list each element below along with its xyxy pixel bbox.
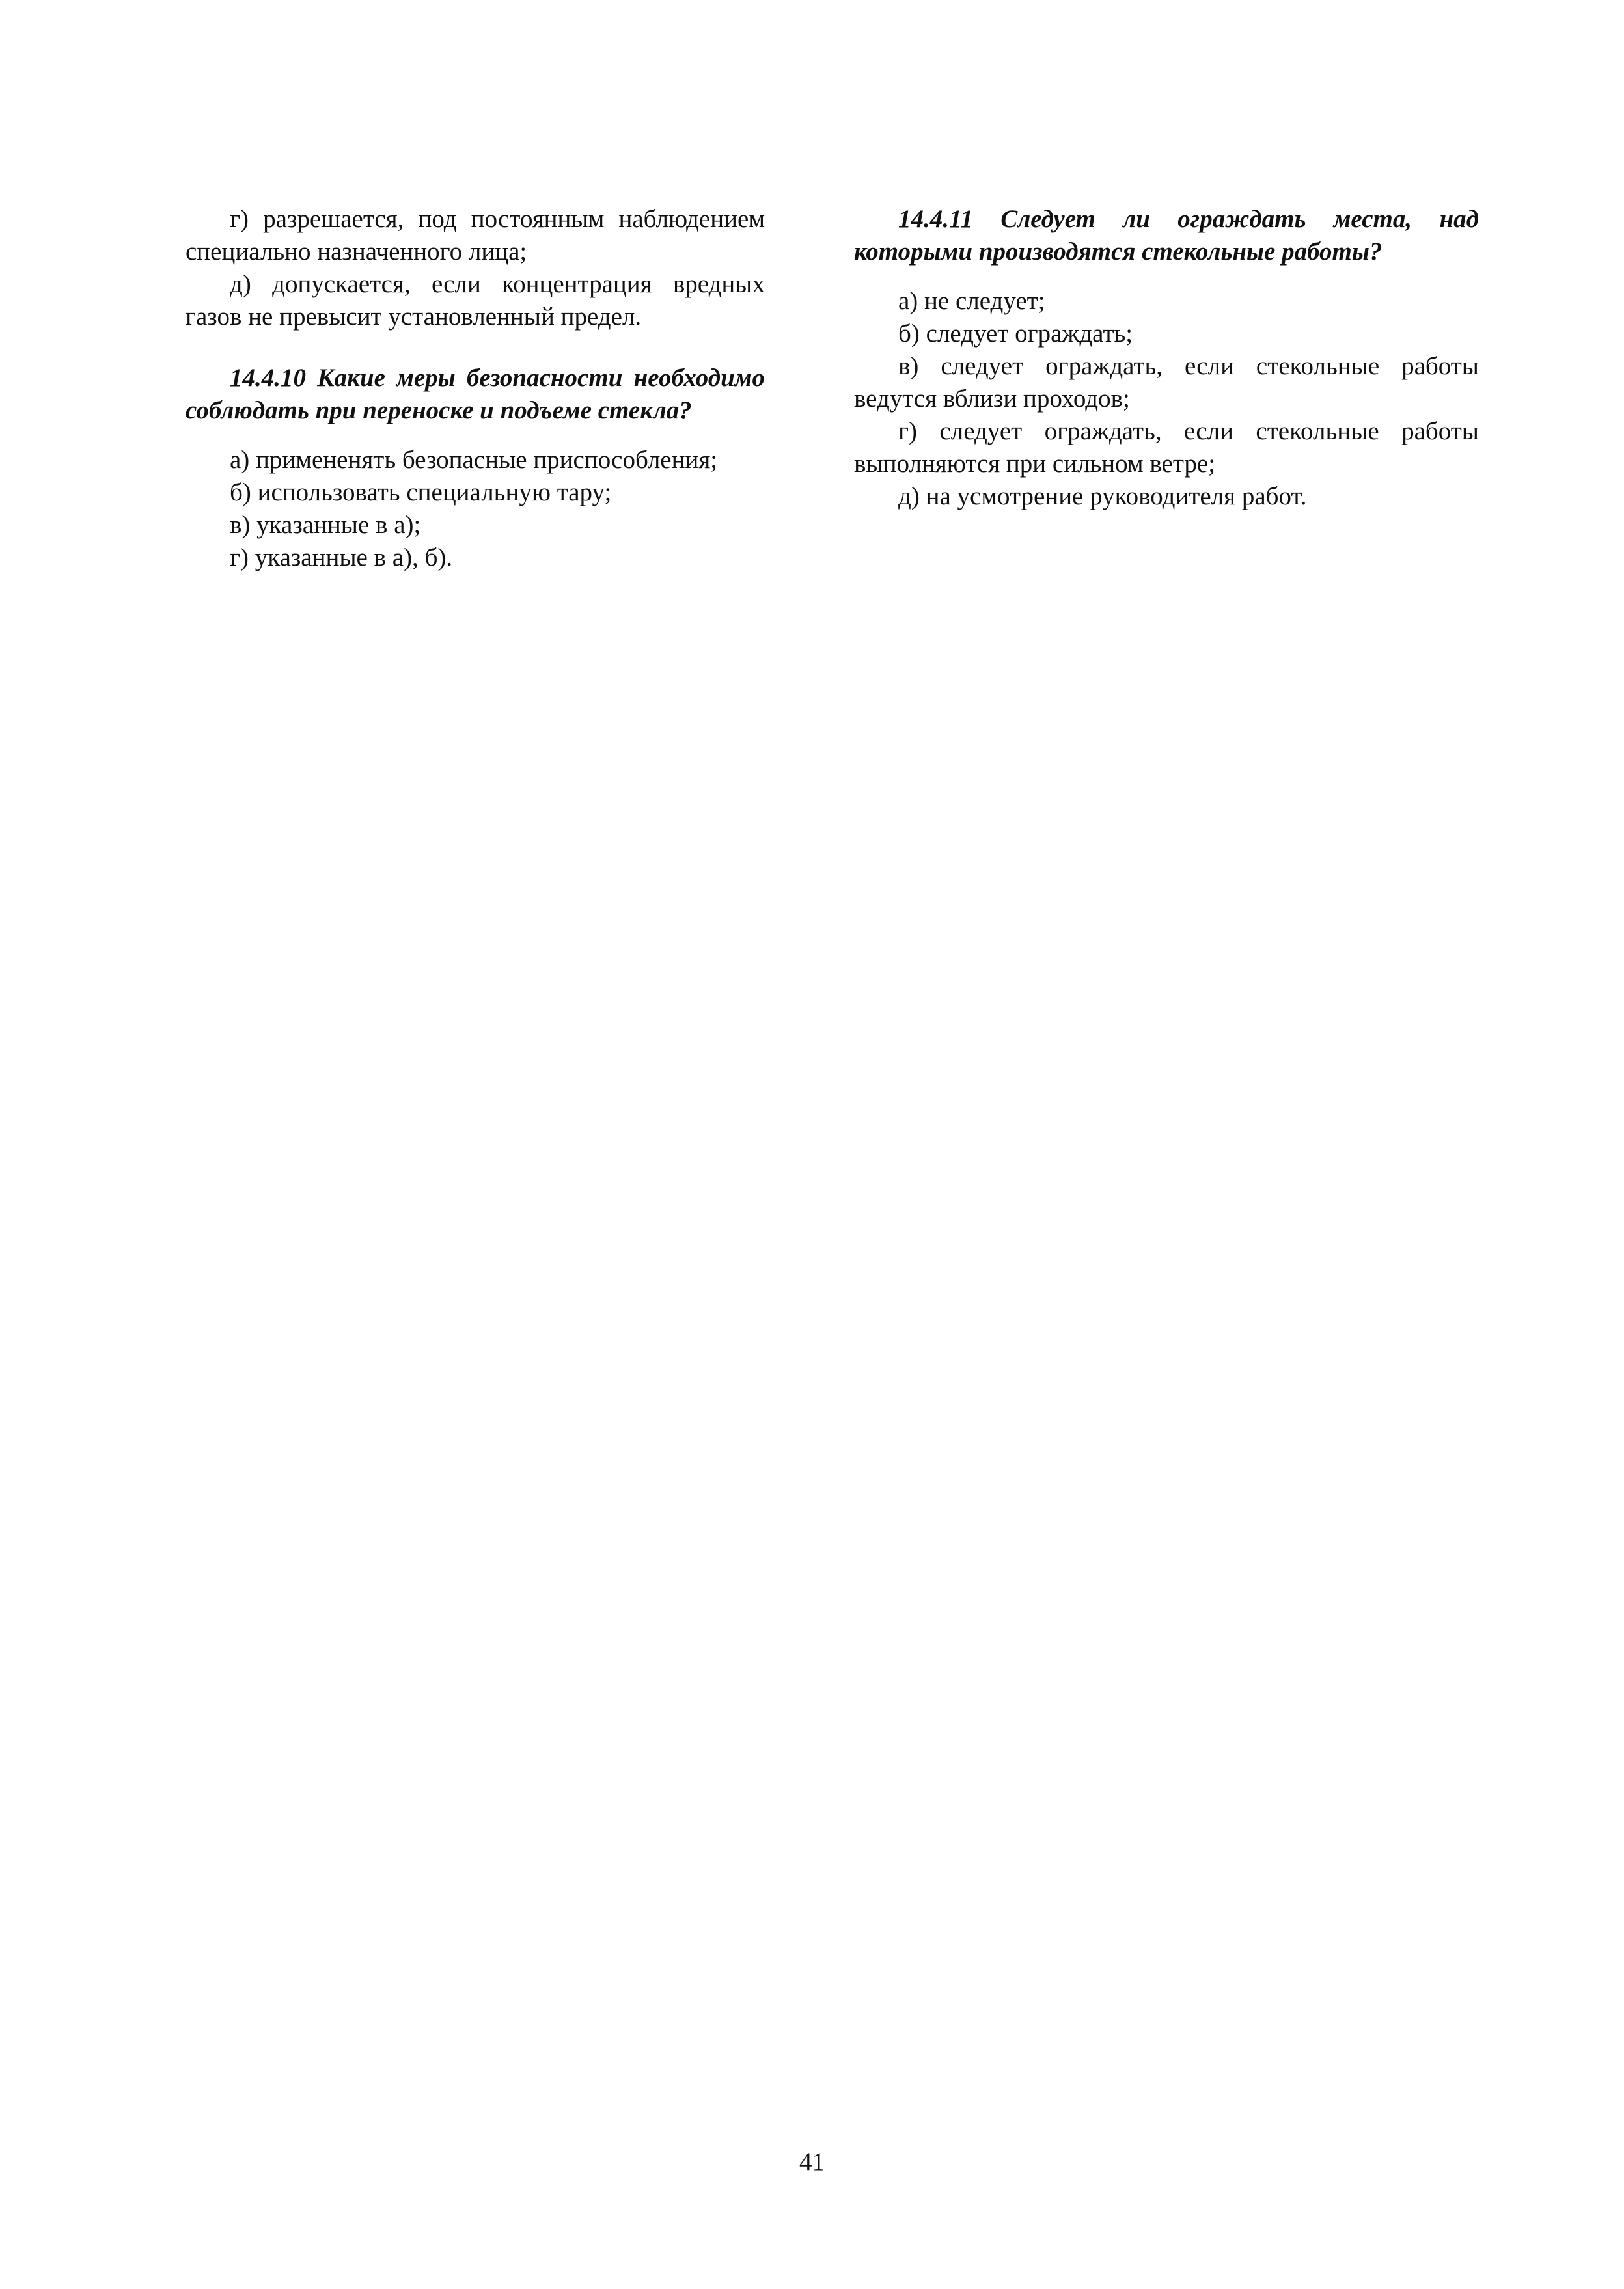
right-column — [854, 203, 1479, 513]
answer-v: в) указанные в а); — [230, 511, 421, 539]
answer-g: г) следует ограждать, если стекольные работы выполняются при сильном ветре; — [854, 417, 1479, 478]
answers-14-4-11 — [854, 285, 1479, 513]
left-column — [186, 203, 765, 574]
answer-a: а) примененять безопасные приспособления; — [230, 446, 718, 474]
answer-a: а) не следует; — [898, 287, 1045, 315]
question-14-4-11: 14.4.11 Следует ли ограждать места, над которыми производятся стекольные работы? — [854, 205, 1479, 266]
continuation-answer-g: г) разрешается, под постоянным наблюдением специально назначенного лица; — [186, 205, 765, 266]
continuation-answer-d: д) допускается, если концентрация вредных газов не превысит установленный предел. — [186, 270, 765, 331]
answer-g: г) указанные в а), б). — [230, 543, 453, 571]
page-number: 41 — [799, 2148, 825, 2176]
answer-b: б) следует ограждать; — [898, 320, 1133, 348]
question-14-4-10: 14.4.10 Какие меры безопасности необходимо соблюдать при переноске и подъеме стекла? — [186, 364, 765, 424]
answer-v: в) следует ограждать, если стекольные работы ведутся вблизи проходов; — [854, 352, 1479, 413]
answer-d: д) на усмотрение руководителя работ. — [898, 482, 1307, 510]
answers-14-4-10 — [186, 444, 765, 574]
answer-b: б) использовать специальную тару; — [230, 478, 612, 506]
